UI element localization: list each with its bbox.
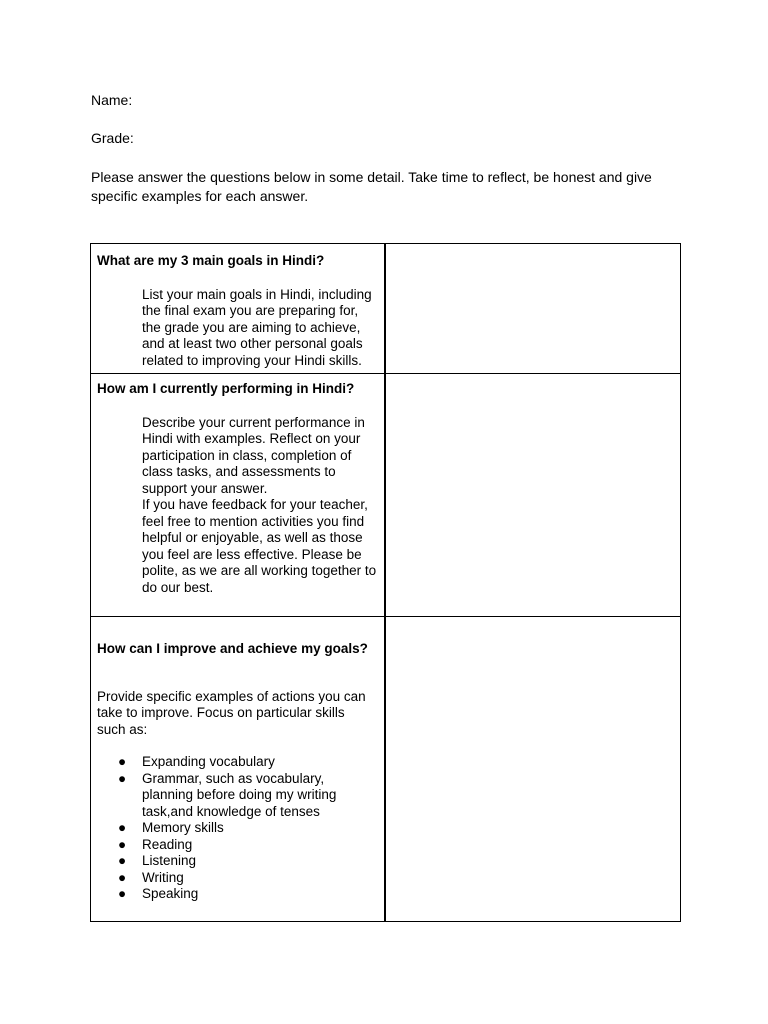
question-title: How can I improve and achieve my goals?: [97, 641, 368, 656]
question-cell: [91, 617, 386, 922]
instructions-paragraph: Please answer the questions below in some detail. Take time to reflect, be honest and give specific examples for each answer.: [91, 169, 652, 204]
answer-cell[interactable]: [385, 617, 681, 922]
question-title: How am I currently performing in Hindi?: [97, 381, 355, 396]
description-text: Describe your current performance in Hindi with examples. Reflect on your participation in class, completion of class tasks, and assessments to support your answer.: [142, 414, 365, 496]
table-row: [91, 374, 681, 617]
bullet-icon: ●: [118, 886, 127, 901]
bullet-icon: ●: [118, 754, 127, 769]
list-item: [91, 886, 384, 903]
list-item-text: Grammar, such as vocabulary, planning before doing my writing task,and knowledge of tenses: [142, 770, 337, 819]
question-cell: [91, 244, 386, 374]
description-text: List your main goals in Hindi, including the final exam you are preparing for, the grade you are aiming to achieve, and at least two other personal goals related to improving your Hindi skills.: [142, 286, 372, 368]
question-cell: [91, 374, 386, 617]
skills-list: [91, 738, 384, 903]
bullet-icon: ●: [118, 770, 127, 786]
question-description: [91, 270, 384, 370]
table-row: [91, 244, 681, 374]
answer-cell[interactable]: [385, 374, 681, 617]
table-row: [91, 617, 681, 922]
grade-label: Grade:: [91, 130, 134, 146]
question-description: [91, 398, 384, 597]
list-item-text: Listening: [142, 853, 197, 868]
list-item: [91, 837, 384, 854]
list-item-text: Memory skills: [142, 820, 224, 835]
list-item-text: Reading: [142, 836, 193, 852]
list-item-text: Expanding vocabulary: [142, 754, 275, 769]
question-title: What are my 3 main goals in Hindi?: [97, 253, 325, 268]
bullet-icon: ●: [118, 836, 127, 852]
list-item: [91, 870, 384, 887]
reflection-table: [90, 243, 681, 922]
feedback-text: If you have feedback for your teacher, feel free to mention activities you find helpful or enjoyable, as well as those you feel are less effective. Please be polite, as we are all working together to do our best.: [142, 497, 377, 595]
bullet-icon: ●: [118, 853, 127, 868]
list-item: [91, 853, 384, 870]
bullet-icon: ●: [118, 869, 127, 885]
list-item-text: Speaking: [142, 886, 199, 901]
list-item: [91, 771, 384, 821]
list-item: [91, 820, 384, 837]
bullet-icon: ●: [118, 820, 127, 835]
list-item: [91, 754, 384, 771]
name-label: Name:: [91, 92, 133, 108]
question-description: Provide specific examples of actions you can take to improve. Focus on particular skills such as:: [97, 688, 366, 737]
answer-cell[interactable]: [385, 244, 681, 374]
list-item-text: Writing: [142, 869, 184, 885]
